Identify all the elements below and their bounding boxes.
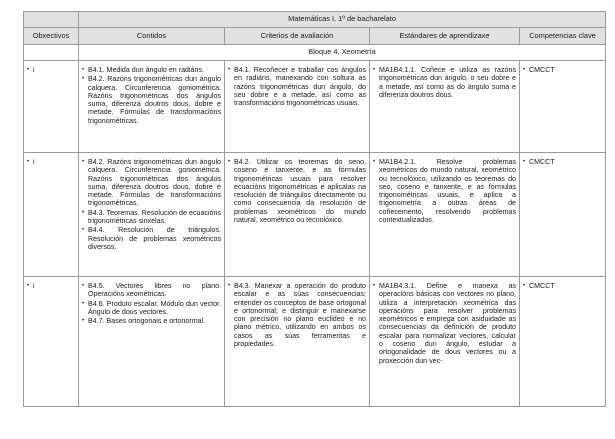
criteria-item: • B4.1. Recoñecer e traballar cos ángulos en radiáns, manexando con soltura as razóns trigonométricas dun ángulo, do seu dobre e a metade, así como as transformacións trigonométricas usuais. bbox=[228, 66, 366, 107]
header-row bbox=[24, 28, 606, 45]
content-item: • B4.1. Medida dun ángulo en radiáns. bbox=[82, 66, 221, 74]
standards-cell bbox=[370, 153, 520, 277]
header-contents: Contidos bbox=[79, 28, 225, 45]
content-item: • B4.5. Vectores libres no plano. Operacións xeométricas. bbox=[82, 282, 221, 299]
objective-item: • i bbox=[27, 66, 75, 74]
competence-item: • CMCCT bbox=[523, 282, 602, 290]
standard-item: • MA1B4.3.1. Define e manexa as operacións básicas con vectores no plano, utiliza a interpretación xeométrica das operacións para resolver problemas xeométricos e emprega con asiduidade as consecuencias da definición de produto escalar para normalizar vectores, calcular o coseno dun ángulo, estudar a ortogonalidade de dous vectores ou a proxección dun vec- bbox=[373, 282, 516, 365]
header-criteria: Criterios de avaliación bbox=[225, 28, 370, 45]
criteria-cell bbox=[225, 277, 370, 407]
header-competences: Competencias clave bbox=[520, 28, 606, 45]
criteria-item: • B4.3. Manexar a operación do produto escalar e as súas consecuencias; entender os conceptos de base ortogonal e ortonormal; e distinguir e manexarse con precisión no plano euclideo e no plano métrico, utilizando en ambos os casos as súas ferramentas e propiedades. bbox=[228, 282, 366, 348]
table-row bbox=[24, 61, 606, 153]
competences-cell bbox=[520, 277, 606, 407]
standards-cell bbox=[370, 61, 520, 153]
standard-item: • MA1B4.1.1. Coñece e utiliza as razóns trigonométricas dun ángulo, o seu dobre e a metade, así como as do ángulo suma e diferenza doutros dous. bbox=[373, 66, 516, 99]
standards-cell bbox=[370, 277, 520, 407]
table-title: Matemáticas I. 1º de bacharelato bbox=[79, 12, 606, 28]
content-item: • B4.2. Razóns trigonométricas dun ángulo calquera. Circunferencia goniométrica. Razóns trigonométricas dos ángulos suma, diferenza doutros dous, dobre e metade. Fórmulas de transformacións trigonométricas. bbox=[82, 158, 221, 208]
title-row bbox=[24, 12, 606, 28]
block-title: Bloque 4. Xeometría bbox=[79, 45, 606, 61]
objectives-cell bbox=[24, 61, 79, 153]
content-item: • B4.7. Bases ortogonais e ortonormal. bbox=[82, 317, 221, 325]
table-row bbox=[24, 277, 606, 407]
content-item: • B4.6. Produto escalar. Módulo dun vector. Ángulo de dous vectores. bbox=[82, 300, 221, 317]
header-standards: Estándares de aprendizaxe bbox=[370, 28, 520, 45]
criteria-item: • B4.2. Utilizar os teoremas do seno, coseno e tanxente, e as fórmulas trigonométricas usuais para resolver ecuacións trigonométricas e aplicalas na resolución de triángulos directamente ou como consecuencia da resolución de problemas xeométricos do mundo natural, xeométrico ou tecnolóxico. bbox=[228, 158, 366, 224]
objective-item: • i bbox=[27, 282, 75, 290]
criteria-cell bbox=[225, 61, 370, 153]
contents-cell bbox=[79, 61, 225, 153]
curriculum-document bbox=[23, 11, 605, 407]
criteria-cell bbox=[225, 153, 370, 277]
table-row bbox=[24, 153, 606, 277]
competences-cell bbox=[520, 61, 606, 153]
content-item: • B4.4. Resolución de triángulos. Resolución de problemas xeométricos diversos. bbox=[82, 226, 221, 251]
curriculum-table bbox=[23, 11, 606, 407]
content-item: • B4.2. Razóns trigonométricas dun ángulo calquera. Circunferencia goniométrica. Razóns trigonométricas dos ángulos suma, diferenza doutros dous, dobre e metade. Fórmulas de transformacións trigonométricas. bbox=[82, 75, 221, 125]
competence-item: • CMCCT bbox=[523, 66, 602, 74]
competence-item: • CMCCT bbox=[523, 158, 602, 166]
objectives-cell bbox=[24, 153, 79, 277]
objectives-cell bbox=[24, 277, 79, 407]
contents-cell bbox=[79, 153, 225, 277]
header-objectives: Obxectivos bbox=[24, 28, 79, 45]
competences-cell bbox=[520, 153, 606, 277]
content-item: • B4.3. Teoremas. Resolución de ecuacións trigonométricas sinxelas. bbox=[82, 209, 221, 226]
objective-item: • i bbox=[27, 158, 75, 166]
contents-cell bbox=[79, 277, 225, 407]
block-row bbox=[24, 45, 606, 61]
standard-item: • MA1B4.2.1. Resolve problemas xeométricos do mundo natural, xeométrico ou tecnolóxico, utilizando os teoremas do seo, coseno e tanxente, e as fórmulas trigonométricas usuais, e aplica a trigonometría a outras áreas de coñecemento, resolvendo problemas contextualizados. bbox=[373, 158, 516, 224]
